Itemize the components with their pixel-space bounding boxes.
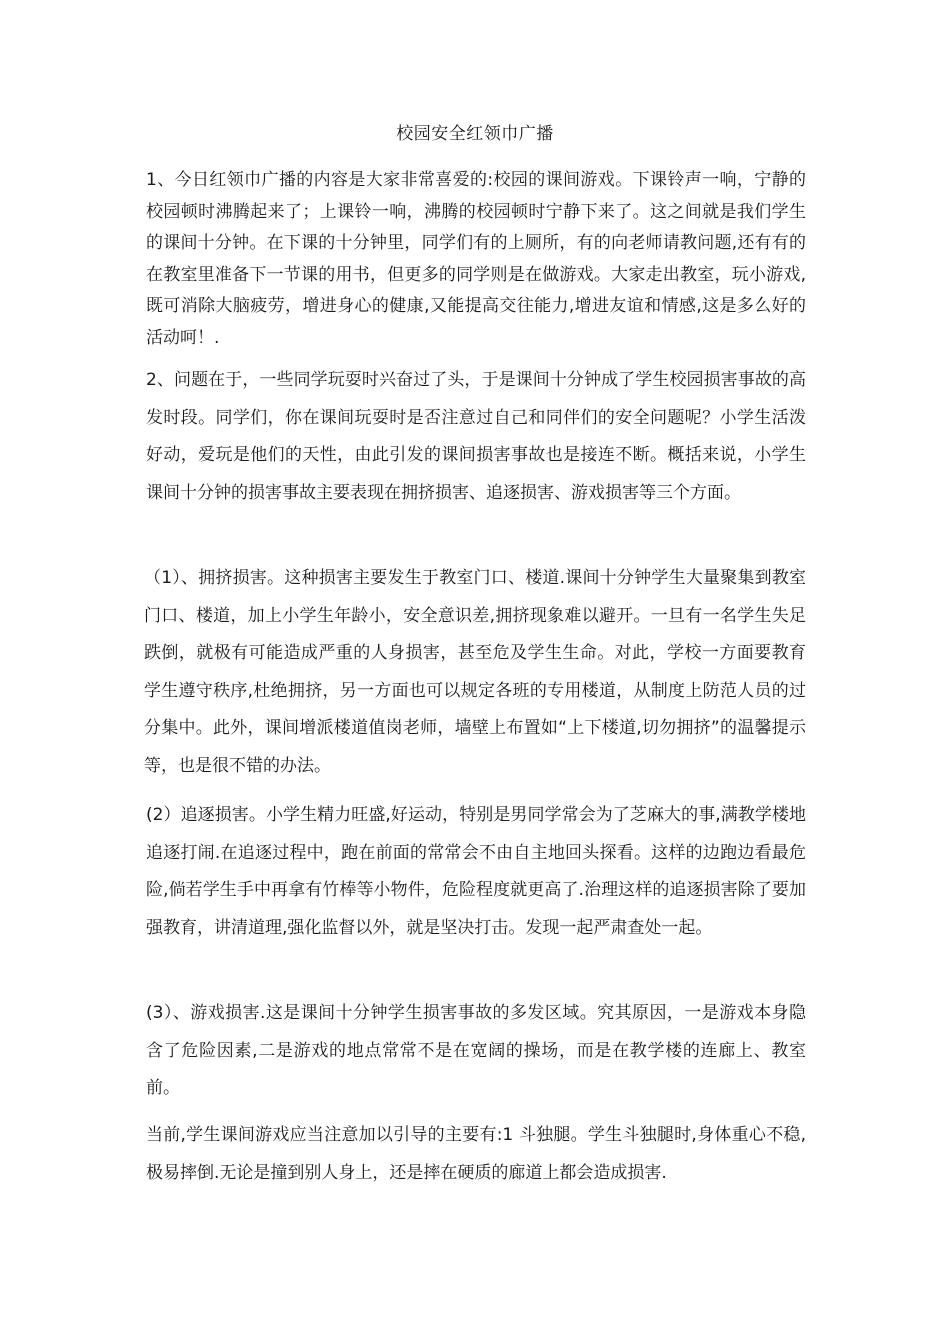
paragraph-3: （1）、拥挤损害。这种损害主要发生于教室门口、楼道.课间十分钟学生大量聚集到教室门口、楼道，加上小学生年龄小，安全意识差,拥挤现象难以避开。一旦有一名学生失足跌倒，就极有可能造成严重的人身损害，甚至危及学生生命。对此，学校一方面要教育学生遵守秩序,杜绝拥挤，另一方面也可以规定各班的专用楼道，从制度上防范人员的过分集中。此外，课间增派楼道值岗老师，墙壁上布置如“上下楼道,切勿拥挤”的温馨提示等，也是很不错的办法。 bbox=[144, 568, 806, 776]
paragraph-2: 2、问题在于，一些同学玩耍时兴奋过了头，于是课间十分钟成了学生校园损害事故的高发时段。同学们，你在课间玩耍时是否注意过自己和同伴们的安全问题呢？小学生活泼好动，爱玩是他们的天性，由此引发的课间损害事故也是接连不断。概括来说，小学生课间十分钟的损害事故主要表现在拥挤损害、追逐损害、游戏损害等三个方面。 bbox=[146, 370, 806, 503]
paragraph-5: (3）、游戏损害.这是课间十分钟学生损害事故的多发区域。究其原因，一是游戏本身隐含了危险因素,二是游戏的地点常常不是在宽阔的操场，而是在教学楼的连廊上、教室前。 bbox=[146, 1003, 806, 1098]
paragraph-4: (2）追逐损害。小学生精力旺盛,好运动，特别是男同学常会为了芝麻大的事,满教学楼地追逐打闹.在追逐过程中，跑在前面的常常会不由自主地回头探看。这样的边跑边看最危险,倘若学生手中再拿有竹棒等小物件，危险程度就更高了.治理这样的追逐损害除了要加强教育，讲清道理,强化监督以外，就是坚决打击。发现一起严肃查处一起。 bbox=[146, 805, 806, 938]
paragraph-6: 当前,学生课间游戏应当注意加以引导的主要有:1 斗独腿。学生斗独腿时,身体重心不稳,极易摔倒.无论是撞到别人身上，还是摔在硬质的廊道上都会造成损害. bbox=[146, 1125, 806, 1183]
paragraph-1: 1、今日红领巾广播的内容是大家非常喜爱的:校园的课间游戏。下课铃声一响，宁静的校园顿时沸腾起来了；上课铃一响，沸腾的校园顿时宁静下来了。这之间就是我们学生的课间十分钟。在下课的十分钟里，同学们有的上厕所，有的向老师请教问题,还有有的在教室里准备下一节课的用书，但更多的同学则是在做游戏。大家走出教室，玩小游戏,既可消除大脑疲劳，增进身心的健康,又能提高交往能力,增进友谊和情感,这是多么好的活动呵！. bbox=[146, 170, 806, 348]
document-title: 校园安全红领巾广播 bbox=[396, 124, 554, 144]
